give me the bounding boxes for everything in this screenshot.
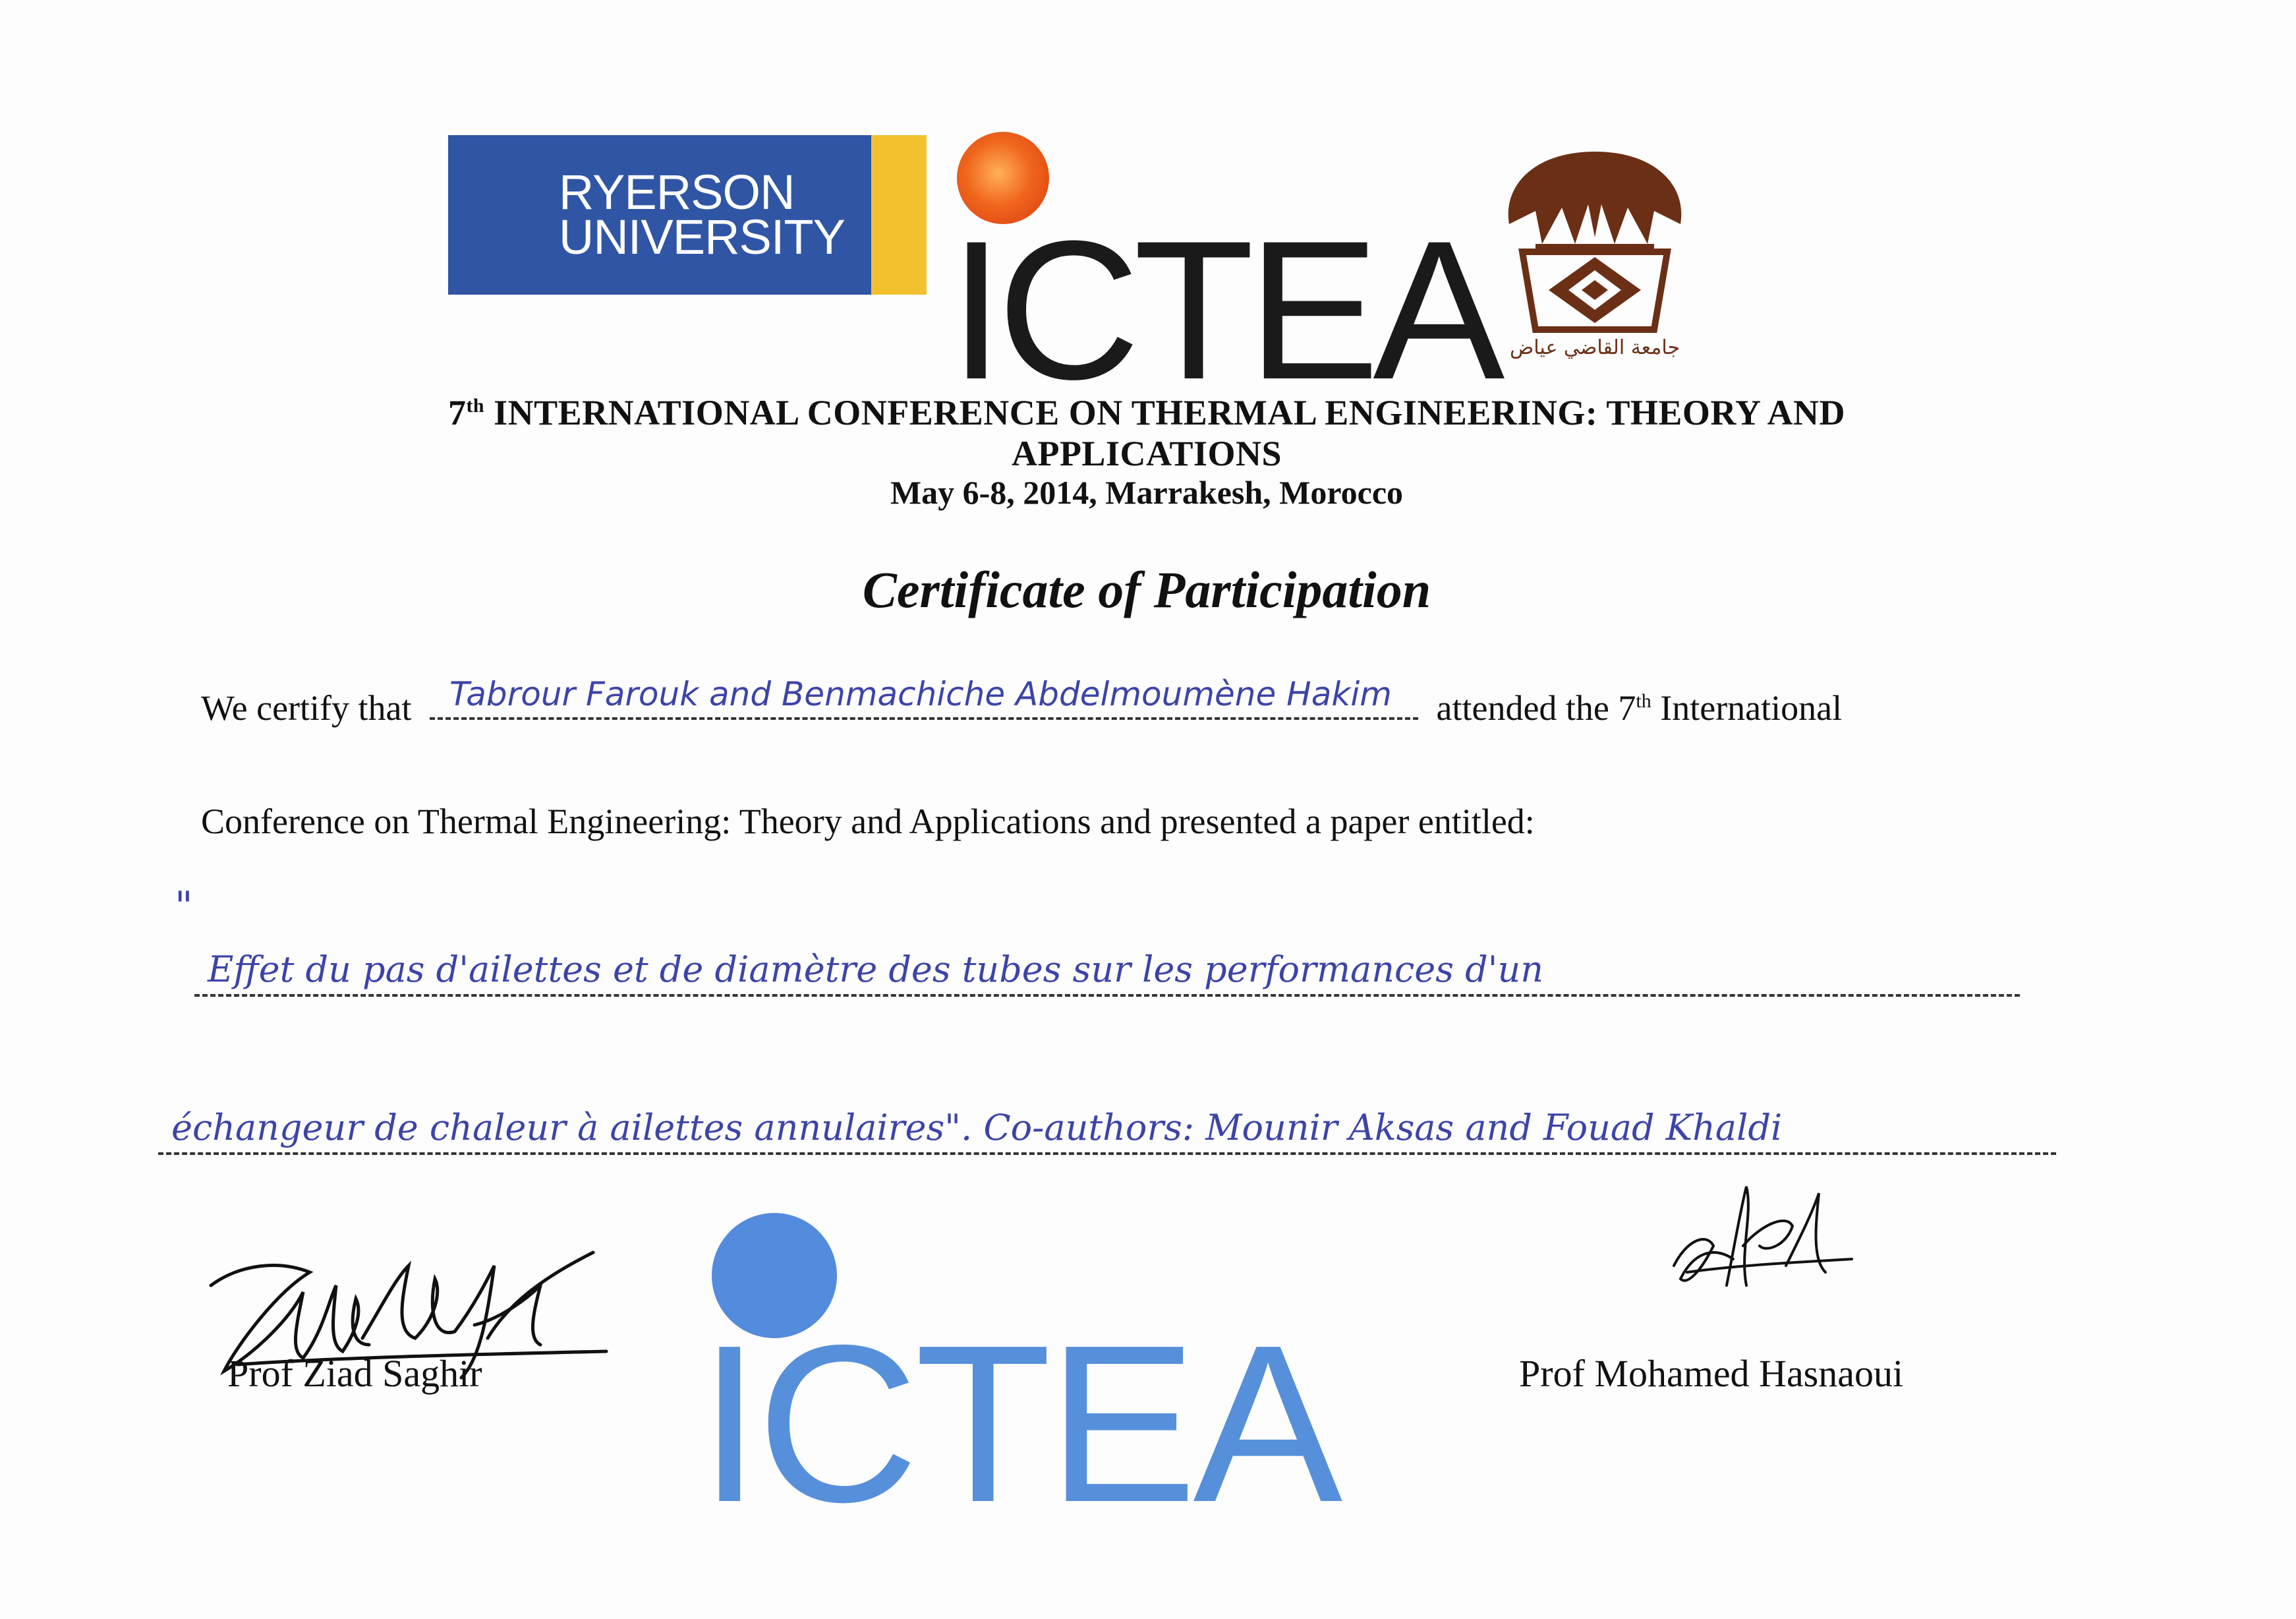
paper-title-line2-field bbox=[158, 1107, 2056, 1155]
paper-title-line1: Effet du pas d'ailettes et de diamètre des tubes sur les performances d'un bbox=[208, 949, 1544, 990]
ryerson-logo-wordmark bbox=[558, 165, 845, 264]
certify-suffix-sup: th bbox=[1636, 690, 1651, 712]
signatory-left-name: Prof Ziad Saghir bbox=[227, 1352, 482, 1395]
conference-line: Conference on Thermal Engineering: Theory and Applications and presented a paper entitled: bbox=[201, 802, 1535, 841]
participants-handwritten: Tabrour Farouk and Benmachiche Abdelmoumène Hakim bbox=[449, 675, 1392, 713]
conference-date-place: May 6-8, 2014, Marrakesh, Morocco bbox=[890, 474, 1404, 511]
stamp-wordmark: ICTEA bbox=[699, 1299, 1339, 1549]
conference-title-line2: APPLICATIONS bbox=[1011, 434, 1282, 473]
paper-quote-open: " bbox=[175, 883, 193, 929]
conference-title bbox=[237, 386, 2056, 474]
paper-title-line2: échangeur de chaleur à ailettes annulaires". Co-authors: Mounir Aksas and Fouad Khaldi bbox=[171, 1107, 1783, 1148]
signature-right-icon bbox=[1661, 1173, 1858, 1305]
cadi-ayyad-university-seal bbox=[1496, 145, 1694, 363]
paper-title-line1-field bbox=[194, 949, 2020, 997]
ryerson-logo-line2: UNIVERSITY bbox=[558, 210, 845, 264]
edition-suffix: th bbox=[466, 395, 485, 417]
edition-number: 7 bbox=[447, 393, 467, 432]
certificate-title: Certificate of Participation bbox=[862, 561, 1431, 618]
signatory-right-name: Prof Mohamed Hasnaoui bbox=[1519, 1352, 1904, 1395]
ictea-stamp bbox=[699, 1213, 1339, 1549]
ictea-logo bbox=[949, 132, 1499, 421]
ryerson-logo-blue-panel bbox=[448, 135, 871, 295]
seal-caption: جامعة القاضي عياض bbox=[1509, 336, 1680, 359]
certify-line bbox=[201, 675, 1843, 728]
ryerson-logo-yellow-bar bbox=[871, 135, 927, 295]
seal-emblem-icon bbox=[1496, 145, 1694, 336]
certify-suffix-b: International bbox=[1651, 688, 1843, 728]
ryerson-university-logo bbox=[448, 135, 927, 295]
ictea-logo-wordmark: ICTEA bbox=[949, 199, 1499, 421]
certify-suffix-a: attended the 7 bbox=[1436, 688, 1636, 728]
certify-prefix: We certify that bbox=[201, 688, 412, 728]
participants-field bbox=[430, 675, 1418, 720]
ryerson-logo-line1: RYERSON bbox=[558, 165, 795, 220]
conference-title-line1: INTERNATIONAL CONFERENCE ON THERMAL ENGINEERING: THEORY AND bbox=[484, 393, 1846, 432]
